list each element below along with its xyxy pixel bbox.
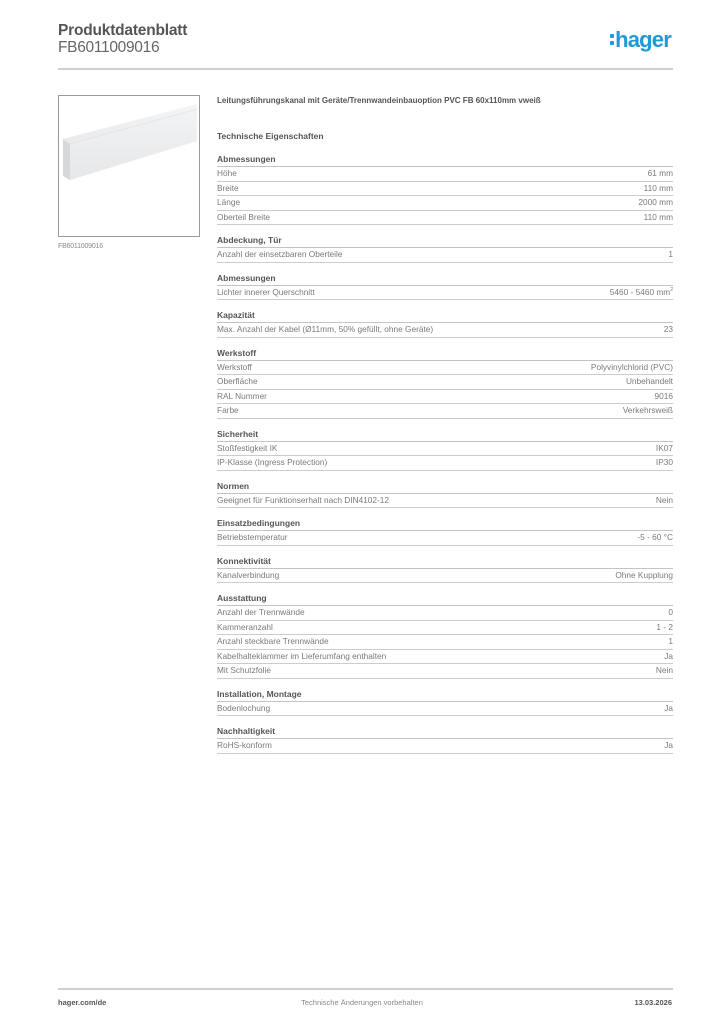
property-value-text: Ja — [664, 702, 673, 713]
property-value — [668, 248, 673, 262]
property-row — [217, 702, 673, 717]
property-sections — [217, 154, 673, 754]
property-value — [656, 494, 673, 508]
property-row — [217, 606, 673, 621]
property-row — [217, 650, 673, 665]
property-value — [637, 531, 673, 545]
article-number: FB6011009016 — [58, 39, 160, 56]
property-section — [217, 235, 673, 263]
property-section — [217, 348, 673, 419]
property-label: RAL Nummer — [217, 390, 267, 401]
footer-disclaimer: Technische Änderungen vorbehalten — [301, 998, 423, 1007]
property-value-text: 1 — [668, 636, 673, 646]
property-label: Anzahl der einsetzbaren Oberteile — [217, 249, 343, 259]
property-row — [217, 739, 673, 754]
property-value-text: -5 - 60 °C — [637, 532, 673, 542]
property-value — [656, 664, 673, 678]
property-row — [217, 456, 673, 471]
property-value-text: Nein — [655, 494, 673, 505]
property-row — [217, 286, 673, 301]
section-title: Nachhaltigkeit — [217, 726, 673, 739]
page-header — [58, 22, 673, 70]
section-title: Konnektivität — [217, 556, 673, 569]
property-value-text: 1 - 2 — [656, 621, 673, 632]
section-title: Sicherheit — [217, 429, 673, 442]
property-row — [217, 404, 673, 419]
property-value — [644, 182, 673, 196]
property-section — [217, 429, 673, 471]
property-value-text: 110 mm — [643, 182, 673, 193]
property-row — [217, 635, 673, 650]
property-value — [664, 739, 673, 753]
property-value-text: 5460 - 5460 mm — [609, 286, 671, 297]
section-title: Abdeckung, Tür — [217, 235, 673, 248]
property-section — [217, 689, 673, 717]
unit-superscript: 2 — [670, 286, 673, 293]
property-value — [648, 167, 673, 181]
property-value-text: Unbehandelt — [625, 376, 673, 386]
property-value-text: Ja — [664, 740, 673, 750]
product-description: Leitungsführungskanal mit Geräte/Trennwandeinbauoption PVC FB 60x110mm vweiß — [217, 96, 541, 105]
property-row — [217, 196, 673, 211]
property-label: Lichter innerer Querschnitt — [217, 286, 315, 297]
property-section — [217, 593, 673, 679]
section-title: Normen — [217, 481, 673, 494]
section-title: Werkstoff — [217, 348, 673, 361]
footer-divider — [58, 988, 673, 990]
property-value — [664, 323, 673, 337]
property-value — [626, 375, 673, 389]
property-label: Höhe — [217, 168, 237, 178]
property-section — [217, 556, 673, 584]
property-row — [217, 323, 673, 338]
property-row — [217, 531, 673, 546]
property-value — [610, 286, 673, 300]
product-details — [217, 96, 673, 754]
property-value-text: 110 mm — [643, 211, 673, 222]
property-label: Breite — [217, 182, 239, 193]
property-row — [217, 361, 673, 376]
property-value-text: Polyvinylchlorid (PVC) — [590, 361, 673, 372]
property-label: Kanalverbindung — [217, 569, 280, 580]
property-section — [217, 726, 673, 754]
footer-website[interactable]: hager.com/de — [58, 998, 107, 1007]
property-row — [217, 182, 673, 197]
header-divider — [58, 68, 673, 70]
property-value — [638, 196, 673, 210]
property-row — [217, 248, 673, 263]
property-value — [656, 456, 673, 470]
cable-duct-illustration-icon — [59, 96, 199, 236]
technical-properties-heading: Technische Eigenschaften — [217, 131, 324, 141]
property-value-text: 2000 mm — [638, 197, 673, 207]
logo-text: hager — [615, 27, 671, 52]
section-title: Installation, Montage — [217, 689, 673, 702]
property-label: Oberteil Breite — [217, 211, 271, 222]
section-title: Einsatzbedingungen — [217, 518, 673, 531]
property-label: Anzahl der Trennwände — [217, 607, 305, 617]
property-label: Mit Schutzfolie — [217, 665, 271, 675]
property-value — [656, 621, 673, 635]
property-value — [664, 702, 673, 716]
property-value — [668, 606, 673, 620]
section-title: Abmessungen — [217, 273, 673, 286]
document-title: Produktdatenblatt — [58, 22, 188, 39]
property-label: RoHS-konform — [217, 740, 272, 750]
property-value-text: IK07 — [655, 442, 673, 453]
property-label: Oberfläche — [217, 376, 258, 386]
property-value-text: IP30 — [655, 457, 673, 467]
property-label: Farbe — [217, 405, 239, 415]
property-row — [217, 621, 673, 636]
property-label: Länge — [217, 197, 241, 207]
property-row — [217, 390, 673, 405]
property-label: Kabelhalteklammer im Lieferumfang enthalten — [217, 650, 387, 661]
property-label: Bodenlochung — [217, 702, 271, 713]
property-section — [217, 481, 673, 509]
section-title: Ausstattung — [217, 593, 673, 606]
property-label: Betriebstemperatur — [217, 532, 288, 542]
property-value — [615, 569, 673, 583]
hager-logo — [610, 28, 671, 52]
property-value-text: 9016 — [654, 390, 673, 401]
property-section — [217, 518, 673, 546]
property-label: Anzahl steckbare Trennwände — [217, 636, 329, 646]
property-value-text: 23 — [663, 324, 673, 334]
property-value-text: Nein — [655, 665, 673, 675]
property-value — [623, 404, 673, 418]
property-value — [664, 650, 673, 664]
property-label: Stoßfestigkeit IK — [217, 442, 278, 453]
property-value-text: Ohne Kupplung — [615, 569, 673, 580]
property-value-text: 61 mm — [647, 168, 673, 178]
section-title: Abmessungen — [217, 154, 673, 167]
property-value — [655, 390, 673, 404]
property-value — [591, 361, 673, 375]
property-value-text: Ja — [664, 650, 673, 661]
image-caption: FB6011009016 — [58, 243, 103, 250]
property-row — [217, 494, 673, 509]
property-section — [217, 310, 673, 338]
property-row — [217, 375, 673, 390]
property-section — [217, 273, 673, 301]
section-title: Kapazität — [217, 310, 673, 323]
property-value-text: 1 — [668, 249, 673, 259]
property-label: Max. Anzahl der Kabel (Ø11mm, 50% gefüllt, ohne Geräte) — [217, 324, 434, 334]
footer-date: 13.03.2026 — [634, 998, 672, 1007]
property-label: Werkstoff — [217, 361, 252, 372]
property-label: Kammeranzahl — [217, 621, 273, 632]
property-row — [217, 211, 673, 226]
product-image — [58, 95, 200, 237]
property-value — [656, 442, 673, 456]
property-value — [668, 635, 673, 649]
property-section — [217, 154, 673, 225]
property-row — [217, 167, 673, 182]
property-value-text: 0 — [668, 607, 673, 617]
property-label: Geeignet für Funktionserhalt nach DIN4102-12 — [217, 494, 390, 505]
property-row — [217, 664, 673, 679]
property-row — [217, 442, 673, 457]
property-value — [644, 211, 673, 225]
property-label: IP-Klasse (Ingress Protection) — [217, 457, 328, 467]
property-value-text: Verkehrsweiß — [622, 405, 673, 415]
property-row — [217, 569, 673, 584]
